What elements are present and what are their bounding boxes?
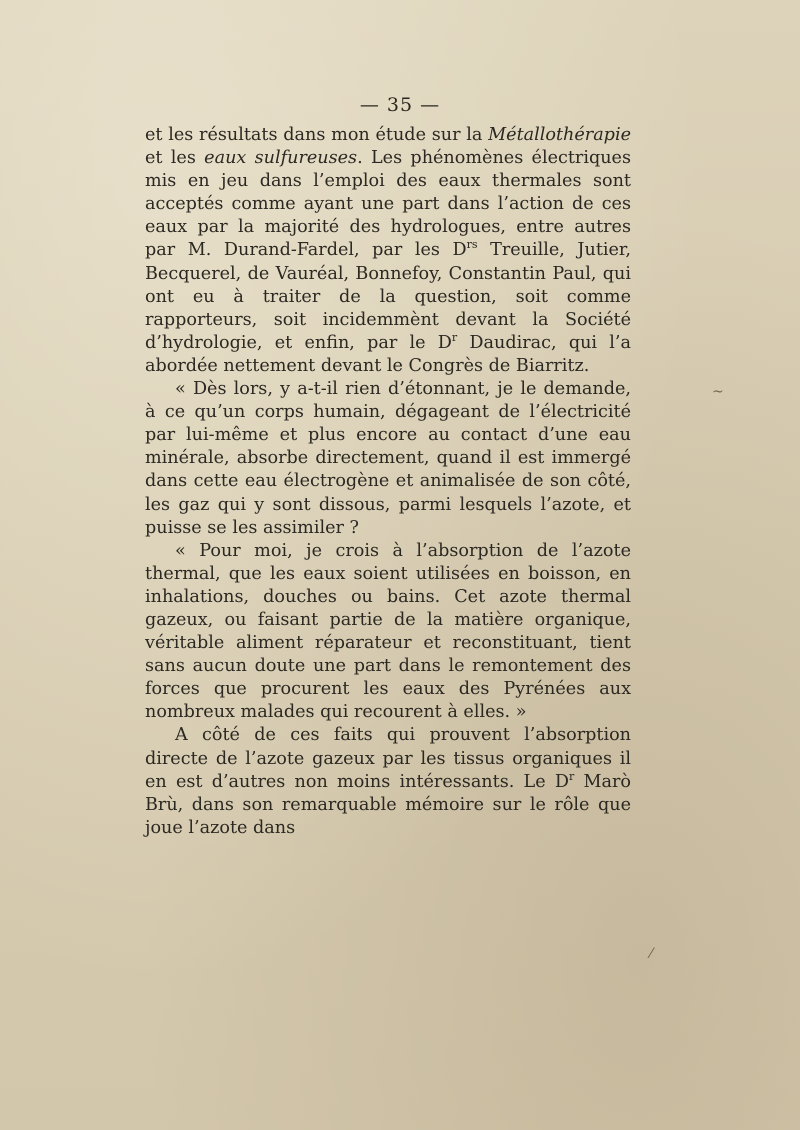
text-segment: « Pour moi, je crois à l’absorption de l’azote thermal, que les eaux soient utilisées en boisson, en inhalations, douches ou bains. Cet azote thermal gazeux, ou faisant partie de la matière organique, véritable aliment réparateur et reconstituant, tient sans aucun doute une part dans le remontement des forces que procurent les eaux des Pyrénées aux nombreux malades qui recourent à elles. » — [145, 540, 631, 723]
superscript-text: rs — [466, 238, 478, 252]
text-segment: Marò Brù, dans son remarquable mémoire sur le rôle que joue l’azote dans — [145, 771, 631, 838]
text-segment: Treuille, Jutier, Becquerel, de Vauréal, Bonnefoy, Constantin Paul, qui ont eu à traiter de la question, soit comme rapporteurs, soit incidemmènt devant la Société d’hydrologie, et enfin, par le D — [145, 240, 631, 353]
paragraph — [145, 124, 631, 378]
italic-text: Métallothérapie — [488, 125, 631, 145]
paragraph — [145, 540, 631, 725]
page-number: — 35 — — [359, 94, 441, 116]
margin-mark: ~ — [712, 384, 724, 400]
text-segment: et les résultats dans mon étude sur la — [145, 125, 489, 145]
text-segment: . Les phénomènes électriques mis en jeu dans l’emploi des eaux thermales sont acceptés comme ayant une part dans l’action de ces eaux par la majorité des hydrologues, entre autres par M. Durand-Fardel, par les D — [145, 148, 631, 261]
paragraph — [145, 378, 631, 540]
margin-mark: ⁄ — [650, 946, 653, 962]
body-text — [145, 124, 631, 840]
text-segment: « Dès lors, y a-t-il rien d’étonnant, je le demande, à ce qu’un corps humain, dégageant de l’électricité par lui-même et plus encore au contact d’une eau minérale, absorbe directement, quand il est immergé dans cette eau électrogène et animalisée de son côté, les gaz qui y sont dissous, parmi lesquels l’azote, et puisse se les assimiler ? — [145, 379, 631, 538]
text-segment: et les — [145, 148, 205, 169]
text-segment: Daudirac, qui l’a abordée nettement devant le Congrès de Biarritz. — [145, 332, 631, 376]
text-segment: A côté de ces faits qui prouvent l’absorption directe de l’azote gazeux par les tissus organiques il en est d’autres non moins intéressants. Le D — [145, 725, 631, 792]
italic-text: eaux sulfureuses — [204, 148, 358, 169]
superscript-text: r — [451, 330, 458, 344]
paragraph — [145, 724, 631, 839]
superscript-text: r — [568, 769, 575, 783]
